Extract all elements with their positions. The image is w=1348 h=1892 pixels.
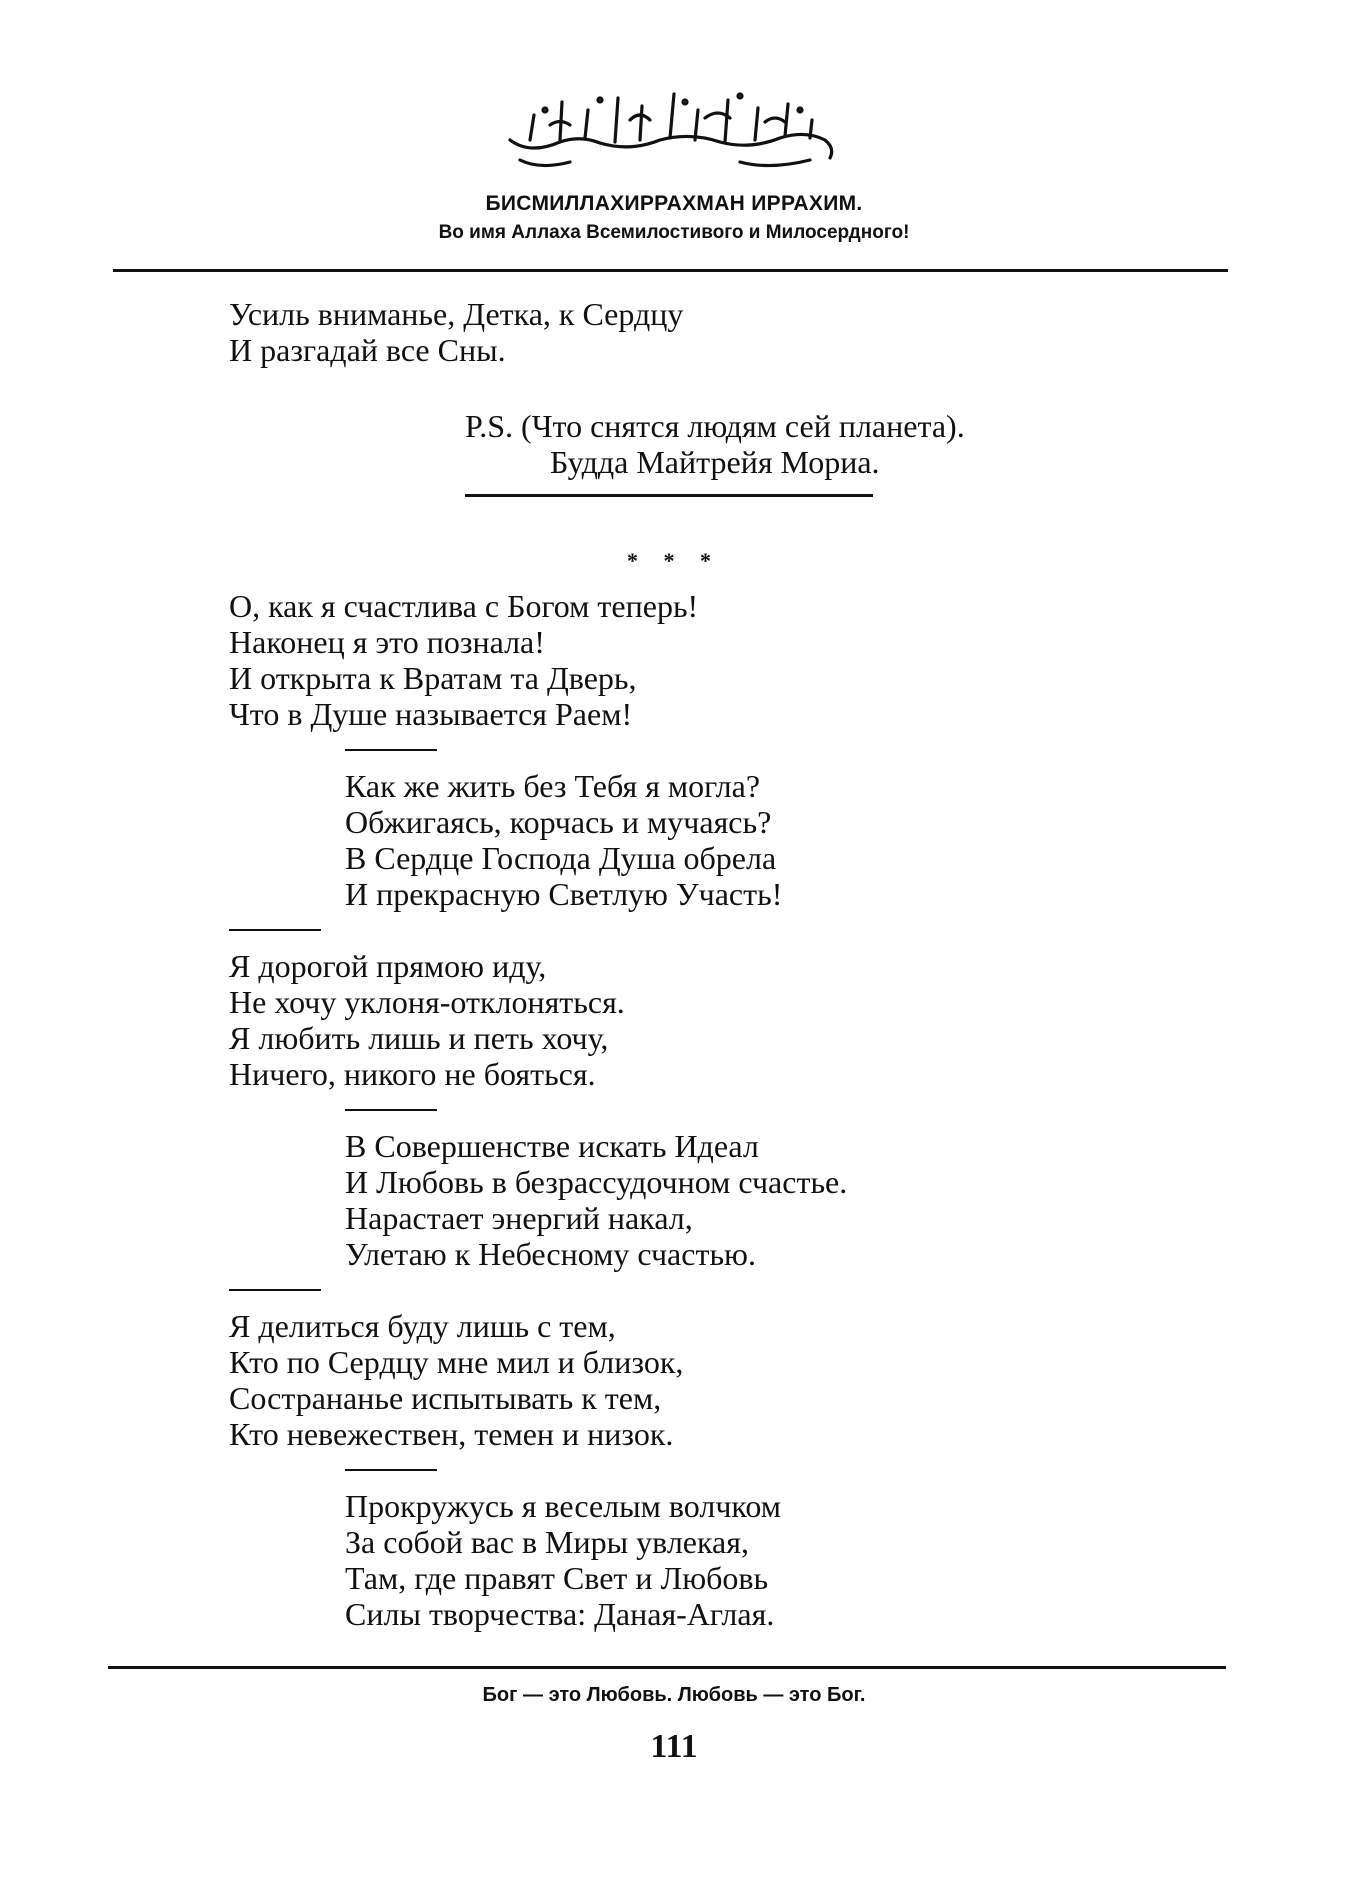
header-rule bbox=[113, 269, 1228, 272]
stanza-divider bbox=[229, 1289, 321, 1291]
poem-line: Нарастает энергий накал, bbox=[345, 1200, 693, 1236]
poem-line: Там, где правят Свет и Любовь bbox=[345, 1560, 769, 1596]
intro-line: Усиль вниманье, Детка, к Сердцу bbox=[229, 296, 684, 332]
ps-signature: Будда Майтрейя Мориа. bbox=[550, 444, 880, 480]
poem-line: Я делиться буду лишь с тем, bbox=[229, 1308, 616, 1344]
footer-rule bbox=[108, 1666, 1226, 1669]
stanza-divider bbox=[229, 929, 321, 931]
poem-line: И прекрасную Светлую Участь! bbox=[345, 876, 783, 912]
poem-line: Не хочу уклоня-отклоняться. bbox=[229, 984, 625, 1020]
page-number: 111 bbox=[650, 1728, 698, 1765]
poem-line: Кто по Сердцу мне мил и близок, bbox=[229, 1344, 684, 1380]
header-subtitle: Во имя Аллаха Всемилостивого и Милосердного! bbox=[438, 222, 910, 243]
poem-line: И открыта к Вратам та Дверь, bbox=[229, 660, 637, 696]
poem-line: Прокружусь я веселым волчком bbox=[345, 1488, 781, 1524]
stanza-divider bbox=[345, 749, 437, 751]
poem-line: Я любить лишь и петь хочу, bbox=[229, 1020, 609, 1056]
poem-line: Я дорогой прямою иду, bbox=[229, 948, 547, 984]
poem-line: В Сердце Господа Душа обрела bbox=[345, 840, 777, 876]
header-title: БИСМИЛЛАХИРРАХМАН ИРРАХИМ. bbox=[485, 192, 863, 215]
poem-line: И Любовь в безрассудочном счастье. bbox=[345, 1164, 848, 1200]
poem-line: Что в Душе называется Раем! bbox=[229, 696, 633, 732]
poem-line: О, как я счастлива с Богом теперь! bbox=[229, 588, 699, 624]
footer-motto: Бог — это Любовь. Любовь — это Бог. bbox=[482, 1684, 866, 1706]
stanza-divider bbox=[345, 1109, 437, 1111]
poem-line: Наконец я это познала! bbox=[229, 624, 545, 660]
ps-line: P.S. (Что снятся людям сей планета). bbox=[465, 408, 965, 444]
poem-line: Сострананье испытывать к тем, bbox=[229, 1380, 662, 1416]
poem-line: Улетаю к Небесному счастью. bbox=[345, 1236, 756, 1272]
stanza-divider bbox=[345, 1469, 437, 1471]
poem-line: В Совершенстве искать Идеал bbox=[345, 1128, 759, 1164]
poem-line: Ничего, никого не бояться. bbox=[229, 1056, 596, 1092]
ps-rule bbox=[465, 494, 873, 497]
poem-line: За собой вас в Миры увлекая, bbox=[345, 1524, 749, 1560]
poem-line: Кто невежествен, темен и низок. bbox=[229, 1416, 674, 1452]
basmala-calligraphy-icon bbox=[490, 80, 850, 175]
poem-line: Силы творчества: Даная-Аглая. bbox=[345, 1596, 775, 1632]
intro-line: И разгадай все Сны. bbox=[229, 332, 506, 368]
poem-line: Обжигаясь, корчась и мучаясь? bbox=[345, 804, 772, 840]
section-separator: * * * bbox=[627, 548, 721, 573]
poem-line: Как же жить без Тебя я могла? bbox=[345, 768, 761, 804]
